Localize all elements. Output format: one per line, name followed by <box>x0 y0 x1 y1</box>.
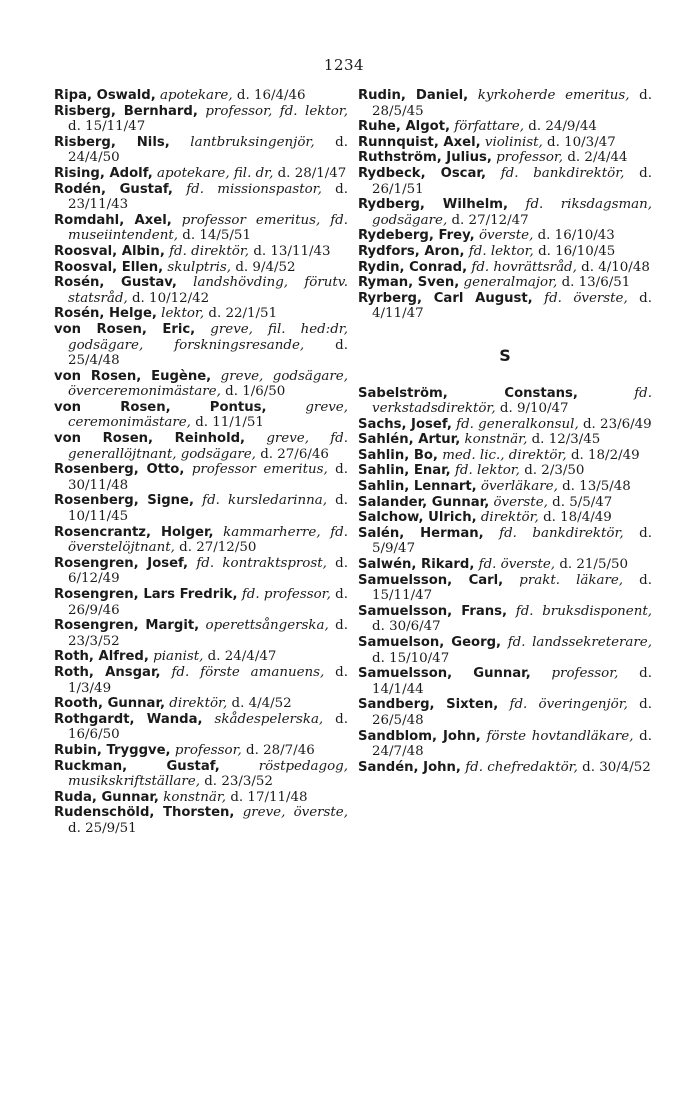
register-entry <box>54 790 348 806</box>
register-entry <box>54 213 348 244</box>
entry-title: författare, <box>454 119 524 135</box>
register-entry <box>54 275 348 306</box>
register-entry <box>54 431 348 462</box>
register-entry <box>358 197 652 228</box>
entry-date: d. 15/11/47 <box>372 572 652 604</box>
entry-title: överläkare, <box>480 479 558 495</box>
entry-title: fd. överste, <box>544 290 628 306</box>
entry-title: fd. bankdirektör, <box>499 525 624 541</box>
entry-date: d. 1/6/50 <box>225 384 286 400</box>
entry-date: d. 27/12/50 <box>179 540 257 556</box>
register-entry <box>358 479 652 495</box>
entry-name: Salwén, Rikard, <box>358 557 475 573</box>
entry-date: d. 6/12/49 <box>68 555 348 587</box>
entry-title: överste, <box>478 228 534 244</box>
entry-date: d. 10/12/42 <box>131 290 210 306</box>
entry-date: d. 26/1/51 <box>372 165 652 197</box>
section-letter: S <box>499 345 511 365</box>
entry-title: fd. hovrättsråd, <box>471 259 577 275</box>
entry-title: fd. överingenjör, <box>509 697 628 713</box>
entry-title: fd. kontraktsprost, <box>196 555 327 571</box>
entry-date: d. 10/3/47 <box>547 134 616 150</box>
register-entry <box>358 150 652 166</box>
entry-name: Runnquist, Axel, <box>358 134 481 150</box>
entry-title: fd. missionspastor, <box>186 181 322 197</box>
entry-title: professor emeritus, <box>191 462 328 478</box>
register-entry <box>358 495 652 511</box>
register-entry <box>358 635 652 666</box>
entry-title: förste hovtandläkare, <box>486 728 634 744</box>
entry-date: d. 16/10/43 <box>537 228 615 244</box>
entry-title: skådespelerska, <box>214 711 324 727</box>
entry-title: apotekare, fil. dr, <box>157 165 274 181</box>
entry-name: Rydbeck, Oscar, <box>358 165 486 181</box>
entry-title: professor emeritus, fd. museiintendent, <box>68 212 348 244</box>
entry-title: lektor, <box>161 306 205 322</box>
entry-title: generalmajor, <box>463 275 558 291</box>
entry-name: Ruhe, Algot, <box>358 119 451 135</box>
entry-name: Rodén, Gustaf, <box>54 181 173 197</box>
entry-name: Sahlin, Lennart, <box>358 479 477 495</box>
register-entry <box>54 369 348 400</box>
entry-date: d. 4/4/52 <box>231 696 292 712</box>
entry-title: fd. förste amanuens, <box>171 664 325 680</box>
register-entry <box>54 556 348 587</box>
entry-date: d. 1/3/49 <box>68 664 349 696</box>
register-entry <box>358 244 652 260</box>
register-entry <box>358 119 652 135</box>
entry-title: prakt. läkare, <box>519 572 624 588</box>
entry-name: Rosén, Gustav, <box>54 275 177 291</box>
entry-title: greve, fil. hed:dr, godsägare, forskningsresande, <box>68 321 348 353</box>
entry-name: Ruda, Gunnar, <box>54 789 159 805</box>
entry-date: d. 2/4/44 <box>567 150 628 166</box>
register-entry <box>358 510 652 526</box>
entry-date: d. 13/5/48 <box>562 479 631 495</box>
register-entry <box>54 166 348 182</box>
entry-date: d. 18/4/49 <box>543 510 612 526</box>
entry-date: d. 27/12/47 <box>451 212 529 228</box>
register-entry <box>54 759 348 790</box>
register-entry <box>54 587 348 618</box>
entry-date: d. 13/11/43 <box>253 243 331 259</box>
entry-name: Ruckman, Gustaf, <box>54 758 220 774</box>
register-entry <box>54 182 348 213</box>
register-entry <box>358 166 652 197</box>
entry-title: fd. generalkonsul, <box>456 416 579 432</box>
entry-title: fd. landssekreterare, <box>507 635 652 650</box>
entry-name: Rosén, Helge, <box>54 306 157 322</box>
entry-date: d. 9/10/47 <box>499 401 569 417</box>
page-number: 1234 <box>323 56 365 74</box>
register-entry <box>358 275 652 291</box>
entry-name: Ryman, Sven, <box>358 275 460 291</box>
entry-name: von Rosen, Eugène, <box>54 368 212 384</box>
entry-name: Samuelsson, Carl, <box>358 572 504 588</box>
register-entry <box>54 88 348 104</box>
entry-title: fd. lektor, <box>468 243 534 259</box>
entry-date: d. 23/6/49 <box>582 416 652 432</box>
entry-title: greve, ceremonimästare, <box>68 399 348 431</box>
entry-name: Samuelsson, Gunnar, <box>358 666 531 682</box>
register-entry <box>358 88 652 119</box>
entry-date: d. 14/5/51 <box>182 228 251 244</box>
entry-name: Sahlén, Artur, <box>358 432 461 448</box>
entry-date: d. 11/1/51 <box>195 415 264 431</box>
entry-name: Sahlin, Bo, <box>358 447 438 463</box>
entry-title: direktör, <box>169 696 228 712</box>
entry-name: Roth, Ansgar, <box>54 664 161 680</box>
entry-title: greve, fd. generallöjtnant, godsägare, <box>68 431 349 462</box>
entry-date: d. 30/11/48 <box>68 462 348 493</box>
entry-name: Rydeberg, Frey, <box>358 228 475 244</box>
entry-name: Romdahl, Axel, <box>54 212 172 228</box>
entry-name: Sandberg, Sixten, <box>358 697 499 713</box>
entry-title: konstnär, <box>464 432 528 448</box>
entry-name: Sandblom, John, <box>358 728 481 744</box>
entry-date: d. 25/4/48 <box>68 337 348 369</box>
entry-name: Salén, Herman, <box>358 525 484 541</box>
entry-name: Rising, Adolf, <box>54 165 153 181</box>
register-entry <box>54 618 348 649</box>
register-entry <box>54 525 348 556</box>
entry-date: d. 16/6/50 <box>68 711 349 743</box>
entry-name: Roosval, Albin, <box>54 243 165 259</box>
entry-date: d. 15/11/47 <box>68 119 146 135</box>
entry-title: fd. bruksdisponent, <box>515 603 652 619</box>
entry-date: d. 4/10/48 <box>581 259 650 275</box>
entry-title: professor, <box>174 742 242 758</box>
register-entry <box>358 557 652 573</box>
entry-date: d. 15/10/47 <box>372 650 450 666</box>
register-entry <box>358 463 652 479</box>
entry-date: d. 24/7/48 <box>372 728 652 760</box>
entry-date: d. 30/6/47 <box>372 619 441 635</box>
entry-name: von Rosen, Reinhold, <box>54 431 246 447</box>
left-column <box>54 88 348 837</box>
entry-title: greve, godsägare, överceremonimästare, <box>68 368 348 400</box>
register-entry <box>358 666 652 697</box>
entry-name: Rothgardt, Wanda, <box>54 711 203 727</box>
entry-name: Rosengren, Josef, <box>54 555 189 571</box>
entry-title: professor, <box>551 666 619 682</box>
entry-date: d. 14/1/44 <box>372 666 652 697</box>
entry-name: Rosengren, Lars Fredrik, <box>54 587 238 602</box>
register-entry <box>358 448 652 464</box>
entry-name: Sahlin, Enar, <box>358 463 451 479</box>
register-entry <box>54 712 348 743</box>
entry-title: fd. professor, <box>241 587 331 602</box>
register-entry <box>54 462 348 493</box>
entry-name: Sabelström, Constans, <box>358 385 578 401</box>
entry-date: d. 21/5/50 <box>559 557 629 573</box>
entry-date: d. 26/9/46 <box>68 587 349 618</box>
entry-name: Risberg, Bernhard, <box>54 103 198 119</box>
entry-date: d. 30/4/52 <box>582 759 651 775</box>
register-entry <box>54 322 348 369</box>
entry-name: Roosval, Ellen, <box>54 259 164 275</box>
entry-name: Rosenberg, Signe, <box>54 493 194 509</box>
entry-name: von Rosen, Pontus, <box>54 399 267 415</box>
entry-title: fd. riksdagsman, godsägare, <box>372 197 653 228</box>
entry-name: Rosencrantz, Holger, <box>54 524 214 540</box>
entry-title: kammarherre, fd. överstelöjtnant, <box>68 524 348 556</box>
register-entry <box>358 135 652 151</box>
entry-title: fd. bankdirektör, <box>500 165 625 181</box>
entry-title: apotekare, <box>160 88 233 103</box>
register-entry <box>54 260 348 276</box>
entry-date: d. 26/5/48 <box>372 697 652 728</box>
entry-title: fd. chefredaktör, <box>465 759 578 775</box>
entry-title: professor, <box>496 150 564 166</box>
entry-date: d. 23/3/52 <box>204 774 273 790</box>
register-entry <box>358 573 652 604</box>
right-column <box>358 88 652 775</box>
register-entry <box>54 805 348 836</box>
entry-name: Rudin, Daniel, <box>358 88 469 103</box>
register-entry <box>358 291 652 322</box>
register-entry <box>358 729 652 760</box>
register-entry <box>54 649 348 665</box>
entry-date: d. 28/5/45 <box>372 88 652 119</box>
entry-date: d. 16/10/45 <box>538 243 616 259</box>
entry-name: Rudenschöld, Thorsten, <box>54 805 235 821</box>
entry-name: Ripa, Oswald, <box>54 88 156 103</box>
entry-title: direktör, <box>480 510 539 526</box>
entry-date: d. 22/1/51 <box>208 306 278 322</box>
register-entry <box>54 696 348 712</box>
register-entry <box>358 526 652 557</box>
entry-title: med. lic., direktör, <box>442 447 567 463</box>
right-column-top <box>358 88 652 322</box>
entry-title: violinist, <box>484 134 543 150</box>
register-entry <box>358 228 652 244</box>
entry-name: Rooth, Gunnar, <box>54 696 166 712</box>
entry-name: Rosenberg, Otto, <box>54 462 185 478</box>
entry-date: d. 27/6/46 <box>260 446 329 462</box>
register-entry <box>54 400 348 431</box>
entry-title: fd. lektor, <box>454 463 520 479</box>
entry-date: d. 23/11/43 <box>68 181 348 213</box>
entry-title: greve, överste, <box>242 805 348 821</box>
entry-date: d. 17/11/48 <box>230 789 308 805</box>
entry-name: Samuelsson, Frans, <box>358 603 508 619</box>
register-entry <box>54 743 348 759</box>
entry-date: d. 28/7/46 <box>246 742 315 758</box>
register-entry <box>358 604 652 635</box>
entry-title: professor, fd. lektor, <box>205 103 348 119</box>
entry-title: landshövding, förutv. statsråd, <box>68 275 349 306</box>
entry-title: röstpedagog, musikskriftställare, <box>68 758 348 790</box>
entry-name: Sachs, Josef, <box>358 416 452 432</box>
register-entry <box>358 417 652 433</box>
entry-date: d. 9/4/52 <box>235 259 296 275</box>
register-entry <box>358 697 652 728</box>
register-entry <box>54 104 348 135</box>
entry-date: d. 24/4/50 <box>68 134 348 166</box>
entry-title: fd. verkstadsdirektör, <box>372 385 652 417</box>
entry-date: d. 23/3/52 <box>68 618 348 649</box>
entry-date: d. 24/9/44 <box>528 119 597 135</box>
entry-name: Salander, Gunnar, <box>358 494 490 510</box>
entry-date: d. 2/3/50 <box>524 463 585 479</box>
entry-name: Rydin, Conrad, <box>358 259 468 275</box>
entry-date: d. 28/1/47 <box>277 165 347 181</box>
entry-date: d. 10/11/45 <box>68 493 348 525</box>
entry-title: konstnär, <box>163 789 227 805</box>
entry-name: Ryrberg, Carl August, <box>358 290 533 306</box>
entry-date: d. 4/11/47 <box>372 290 652 322</box>
entry-title: skulptris, <box>167 259 232 275</box>
entry-date: d. 5/9/47 <box>372 525 653 557</box>
entry-name: Roth, Alfred, <box>54 649 149 665</box>
entry-name: Rubin, Tryggve, <box>54 742 171 758</box>
entry-title: fd. direktör, <box>169 243 250 259</box>
entry-name: Salchow, Ulrich, <box>358 510 477 526</box>
register-entry <box>358 386 652 417</box>
register-entry <box>358 432 652 448</box>
register-entry <box>358 760 652 776</box>
entry-name: Rydberg, Wilhelm, <box>358 197 508 213</box>
entry-name: Risberg, Nils, <box>54 134 170 150</box>
entry-title: överste, <box>493 494 548 510</box>
register-entry <box>54 135 348 166</box>
entry-date: d. 18/2/49 <box>570 447 640 463</box>
entry-date: d. 5/5/47 <box>552 494 613 510</box>
entry-title: lantbruksingenjör, <box>190 134 315 150</box>
entry-name: von Rosen, Eric, <box>54 321 196 337</box>
entry-name: Rosengren, Margit, <box>54 618 200 634</box>
entry-date: d. 13/6/51 <box>561 275 631 291</box>
register-entry <box>54 306 348 322</box>
entry-title: kyrkoherde emeritus, <box>477 88 630 103</box>
entry-date: d. 24/4/47 <box>207 649 277 665</box>
register-entry <box>54 244 348 260</box>
entry-date: d. 12/3/45 <box>531 432 601 448</box>
register-entry <box>54 665 348 696</box>
entry-name: Ruthström, Julius, <box>358 150 492 166</box>
entry-date: d. 16/4/46 <box>236 88 306 103</box>
entry-name: Samuelson, Georg, <box>358 635 502 650</box>
entry-title: pianist, <box>153 649 204 665</box>
entry-title: fd. överste, <box>478 557 556 573</box>
register-entry <box>54 493 348 524</box>
register-entry <box>358 260 652 276</box>
entry-date: d. 25/9/51 <box>68 820 137 836</box>
entry-name: Rydfors, Aron, <box>358 243 465 259</box>
entry-title: fd. kursledarinna, <box>202 493 328 509</box>
right-column-bottom <box>358 386 652 776</box>
entry-name: Sandén, John, <box>358 759 461 775</box>
entry-title: operettsångerska, <box>205 618 329 634</box>
